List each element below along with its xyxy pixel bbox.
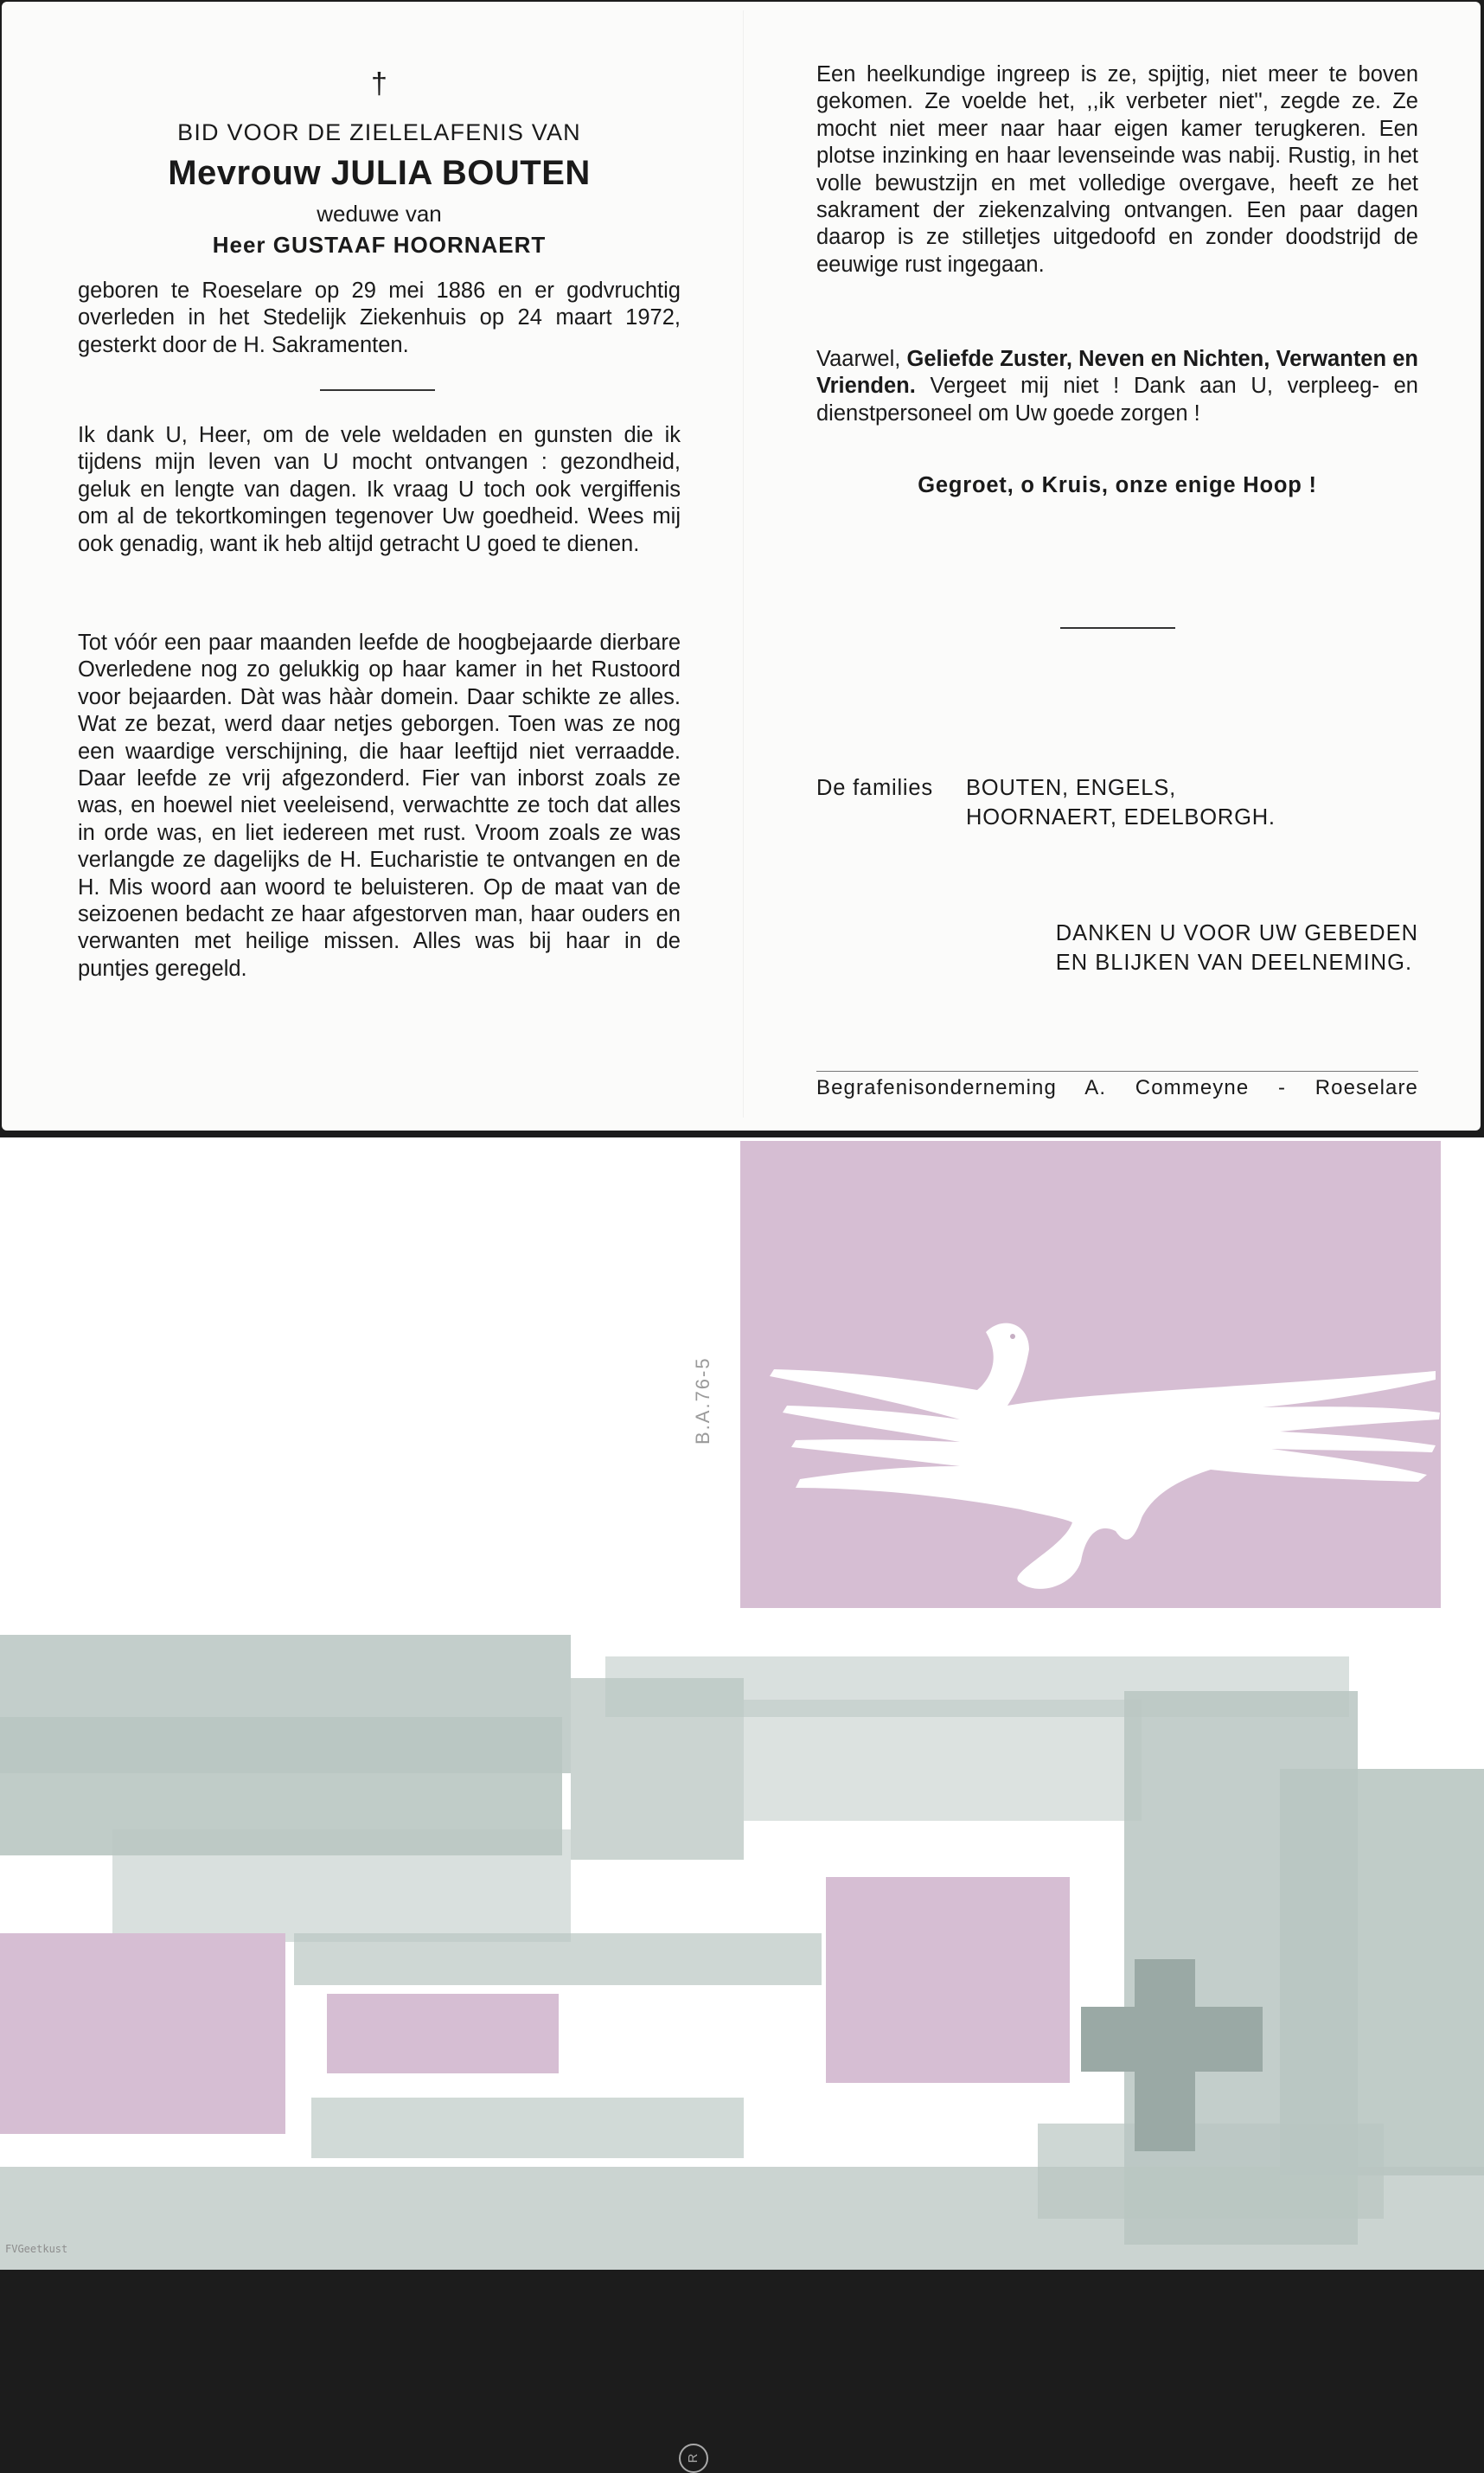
printer-logo-icon: R	[679, 2444, 708, 2473]
footer-rule	[816, 1071, 1418, 1072]
life-paragraph: Tot vóór een paar maanden leefde de hoogbejaarde dierbare Overledene nog zo gelukkig op haar kamer in het Rustoord voor bejaarden. Dàt was hààr domein. Daar schikte ze alles. Wat ze bezat, werd daar netjes geborgen. Toen was ze nog een waardige verschijning, die haar leeftijd niet verraadde. Daar leefde ze vrij afgezonderd. Fier van inborst zoals ze was, en hoewel niet veeleisend, verwachtte ze toch dat alles in orde was, en liet iedereen met rust. Vroom zoals ze was verlangde ze dagelijks de H. Eucharistie te ontvangen en de H. Mis woord aan woord te beluisteren. Op de maat van de seizoenen bedacht ze haar afgestorven man, haar ouders en verwanten met heilige missen. Alles was bij haar in de puntjes geregeld.	[78, 631, 681, 981]
widow-of-line: weduwe van	[317, 201, 442, 227]
prayer-paragraph: Ik dank U, Heer, om de vele weldaden en gunsten die ik tijdens mijn leven van U mocht ontvangen : gezondheid, geluk en lengte van dagen. Ik vraag U toch ook vergiffenis om al de tekortkomingen tegenover Uw goedheid. Wees mij ook genadig, want ik heb altijd getracht U goed te dienen.	[78, 423, 681, 556]
divider	[1060, 627, 1175, 629]
farewell-start: Vaarwel,	[816, 347, 901, 371]
families-label: De families	[816, 776, 933, 800]
undertaker-line: Begrafenisonderneming A. Commeyne - Roeselare	[816, 1076, 1418, 1099]
operation-paragraph: Een heelkundige ingreep is ze, spijtig, niet meer te boven gekomen. Ze voelde het, ,,ik verbeter niet'', zegde ze. Ze mocht niet meer naar haar eigen kamer terugkeren. Een plotse inzinking en haar levenseinde was nabij. Rustig, in het volle bewustzijn en met volledige overgave, heeft ze het sakrament der ziekenzalving ontvangen. Een paar dagen daarop is ze stilletjes uitgedoofd en zonder doodstrijd de eeuwige rust ingegaan.	[816, 62, 1418, 277]
husband-prefix: Heer	[212, 232, 266, 258]
lilac-block-center	[826, 1877, 1070, 2083]
farewell-paragraph	[816, 346, 1418, 427]
families-line-1: BOUTEN, ENGELS,	[966, 776, 1176, 800]
husband-name: GUSTAAF HOORNAERT	[272, 232, 547, 258]
farewell-end: Vergeet mij niet ! Dank aan U, verpleeg- en dienstpersoneel om Uw goede zorgen !	[816, 374, 1418, 426]
farewell-addressees: Geliefde Zuster, Neven en Nichten, Verwanten en Vrienden.	[816, 347, 1418, 399]
lilac-block-left	[0, 1933, 285, 2134]
thanks-line-1: DANKEN U VOOR UW GEBEDEN	[1055, 921, 1418, 945]
card-cover-artwork	[0, 1137, 1484, 2463]
dove-eye	[1010, 1334, 1015, 1339]
cross-symbol: †	[371, 67, 387, 100]
watermark: FVGeetkust	[5, 2243, 68, 2255]
thanks-block	[1056, 919, 1418, 977]
name-prefix: Mevrouw	[168, 154, 322, 192]
deceased-name: JULIA BOUTEN	[330, 154, 591, 192]
birth-death-paragraph: geboren te Roeselare op 29 mei 1886 en er godvruchtig overleden in het Stedelijk Ziekenhuis op 24 maart 1972, gesterkt door de H. Sakramenten.	[78, 279, 681, 357]
lilac-block-small	[327, 1994, 559, 2073]
print-code: B.A.76-5	[692, 1356, 713, 1445]
divider	[320, 389, 435, 391]
husband-line	[78, 232, 681, 259]
families-line-2: HOORNAERT, EDELBORGH.	[966, 805, 1276, 830]
closing-greeting: Gegroet, o Kruis, onze enige Hoop !	[918, 473, 1317, 497]
thanks-line-2: EN BLIJKEN VAN DEELNEMING.	[1055, 951, 1413, 975]
abstract-artwork	[0, 1137, 1484, 2270]
deceased-name-line	[78, 154, 681, 193]
intro-line: BID VOOR DE ZIELELAFENIS VAN	[177, 119, 581, 145]
memorial-card-text-panel	[2, 2, 1481, 1131]
